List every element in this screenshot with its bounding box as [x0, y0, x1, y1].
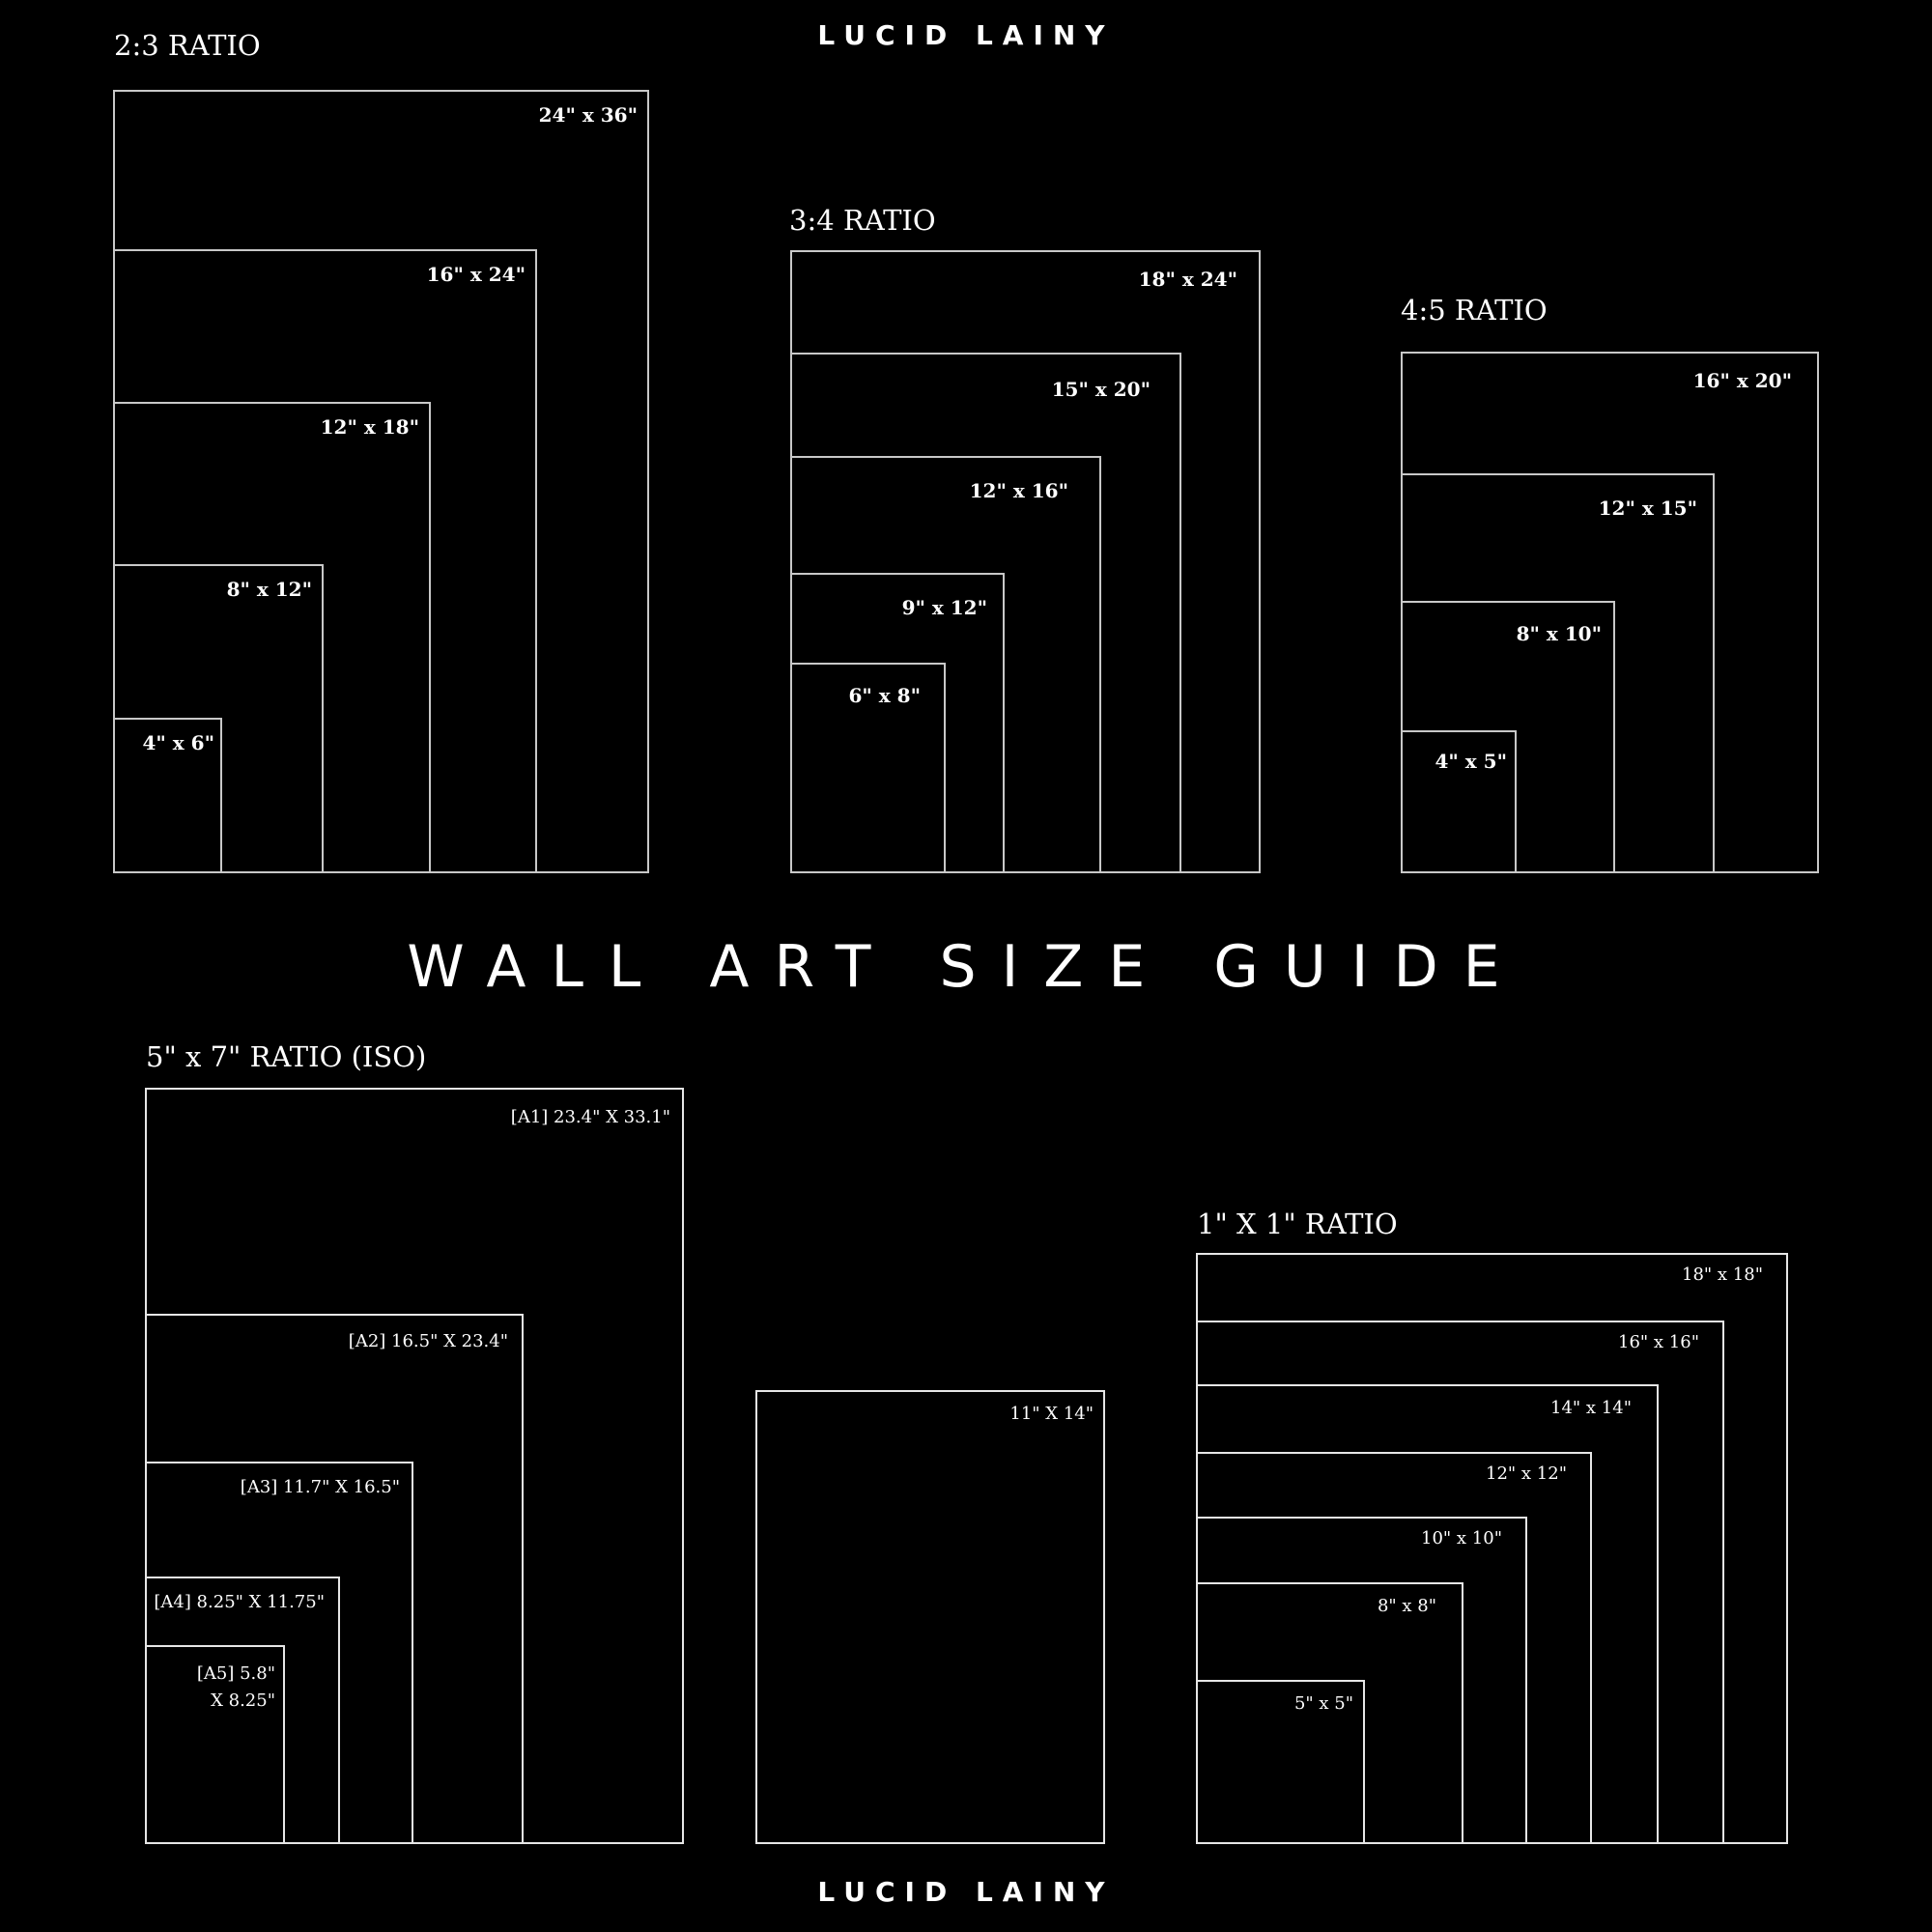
ratio-title-1-1: 1" X 1" RATIO — [1197, 1208, 1398, 1240]
size-label: 24" x 36" — [538, 103, 638, 127]
size-label: 16" x 16" — [1618, 1332, 1699, 1352]
page-title: WALL ART SIZE GUIDE — [407, 933, 1525, 1001]
size-label: [A1] 23.4" X 33.1" — [510, 1107, 670, 1127]
ratio-title-iso: 5" x 7" RATIO (ISO) — [146, 1040, 427, 1073]
frame-5x5 — [1196, 1680, 1365, 1844]
size-label: 4" x 5" — [1435, 750, 1507, 773]
size-label: 16" x 24" — [426, 263, 526, 286]
brand-logo-bottom: LUCID LAINY — [817, 1876, 1115, 1908]
size-label: 10" x 10" — [1421, 1528, 1502, 1548]
size-label: 11" X 14" — [1009, 1404, 1094, 1424]
size-label: 12" x 16" — [969, 479, 1068, 502]
frame-11x14 — [755, 1390, 1105, 1844]
size-label: [A3] 11.7" X 16.5" — [240, 1477, 400, 1497]
size-label: 12" x 12" — [1486, 1463, 1567, 1484]
size-label: [A5] 5.8" X 8.25" — [196, 1663, 275, 1711]
ratio-title-4-5: 4:5 RATIO — [1401, 294, 1548, 327]
size-label: 16" x 20" — [1692, 369, 1792, 392]
ratio-title-3-4: 3:4 RATIO — [789, 204, 936, 237]
size-label: 12" x 18" — [320, 415, 419, 439]
size-label: 8" x 8" — [1377, 1596, 1436, 1616]
frame-4x5 — [1401, 730, 1517, 873]
size-label: [A4] 8.25" X 11.75" — [154, 1592, 325, 1612]
frame-4x6 — [113, 718, 222, 873]
size-label: 5" x 5" — [1293, 1693, 1353, 1714]
brand-logo-top: LUCID LAINY — [817, 19, 1115, 51]
size-label: 6" x 8" — [848, 684, 921, 707]
size-label: 12" x 15" — [1598, 497, 1697, 520]
size-label: 4" x 6" — [142, 731, 214, 754]
ratio-title-2-3: 2:3 RATIO — [114, 29, 261, 62]
size-label: 8" x 12" — [226, 578, 312, 601]
size-label: 18" x 24" — [1138, 268, 1237, 291]
size-label: 18" x 18" — [1682, 1264, 1763, 1285]
size-label: 14" x 14" — [1550, 1398, 1632, 1418]
frame-6x8 — [790, 663, 946, 873]
size-label: 9" x 12" — [901, 596, 987, 619]
size-label: [A2] 16.5" X 23.4" — [348, 1331, 508, 1351]
size-label: 15" x 20" — [1051, 378, 1151, 401]
size-label: 8" x 10" — [1516, 622, 1602, 645]
frame-a5 — [145, 1645, 285, 1844]
